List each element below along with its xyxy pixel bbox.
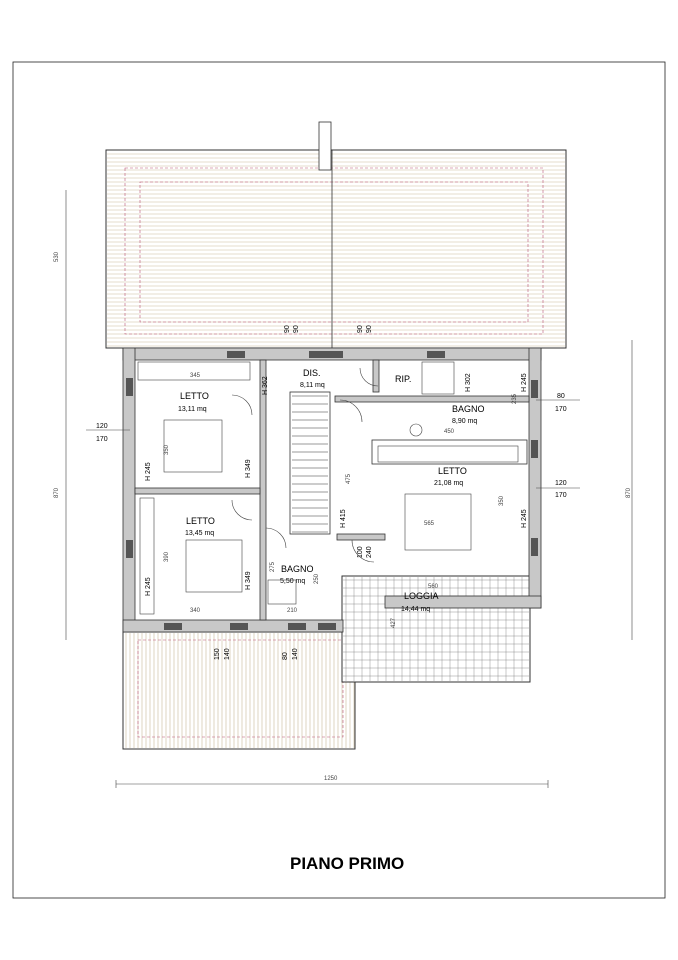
room-letto1-area: 13,11 mq [178, 406, 207, 413]
h245-b: H 245 [145, 462, 152, 481]
win-right1-b: 170 [555, 406, 567, 413]
h415: H 415 [340, 509, 347, 528]
room-bagno2-name: BAGNO [281, 564, 314, 574]
room-letto2-area: 13,45 mq [185, 530, 215, 537]
room-rip-name: RIP. [395, 374, 412, 384]
h245-a: H 245 [521, 373, 528, 392]
d210: 210 [287, 608, 298, 614]
d235: 235 [512, 393, 518, 404]
door-dim-a: 100 [357, 546, 364, 558]
bed-2 [186, 540, 242, 592]
win-right2-a: 120 [555, 480, 567, 487]
d565: 565 [424, 521, 435, 527]
roof-area [106, 122, 566, 348]
terrace-area [123, 632, 355, 749]
room-letto3-area: 21,08 mq [434, 480, 464, 487]
win-bottom2-a: 80 [282, 652, 289, 660]
win-left-b: 170 [96, 436, 108, 443]
bed-3 [405, 494, 471, 550]
d345: 345 [190, 373, 201, 379]
toilet [410, 424, 422, 436]
dim-right-main: 870 [626, 487, 632, 498]
bed-1 [164, 420, 222, 472]
win-90c: 90 [357, 325, 364, 333]
room-letto2-name: LETTO [186, 516, 215, 526]
d475: 475 [346, 473, 352, 484]
d340: 340 [190, 608, 201, 614]
d390: 390 [164, 551, 170, 562]
win-90d: 90 [366, 325, 373, 333]
drawing-title: PIANO PRIMO [290, 854, 405, 873]
win-right1-a: 80 [557, 393, 565, 400]
room-dis-name: DIS. [303, 368, 321, 378]
d560: 560 [428, 584, 439, 590]
win-left-a: 120 [96, 423, 108, 430]
room-letto3-name: LETTO [438, 466, 467, 476]
d250: 250 [314, 573, 320, 584]
room-bagno1-name: BAGNO [452, 404, 485, 414]
win-bottom1-a: 150 [214, 648, 221, 660]
win-bottom2-b: 140 [292, 648, 299, 660]
room-dis-area: 8,11 mq [300, 382, 325, 389]
dim-left-main: 870 [54, 487, 60, 498]
room-letto1-name: LETTO [180, 391, 209, 401]
win-bottom1-b: 140 [224, 648, 231, 660]
room-loggia-name: LOGGIA [404, 591, 439, 601]
bathtub [422, 362, 454, 394]
dim-left-top: 530 [54, 251, 60, 262]
room-bagno2-area: 5,50 mq [280, 578, 306, 585]
h245-c: H 245 [521, 509, 528, 528]
h349-b: H 349 [245, 571, 252, 590]
d350a: 350 [164, 444, 170, 455]
h245-d: H 245 [145, 577, 152, 596]
h362: H 362 [262, 376, 269, 395]
room-bagno1-area: 8,90 mq [452, 418, 478, 425]
d427: 427 [391, 617, 397, 628]
win-90b: 90 [293, 325, 300, 333]
door-dim-b: 240 [366, 546, 373, 558]
d275: 275 [270, 561, 276, 572]
win-90a: 90 [284, 325, 291, 333]
h349-a: H 349 [245, 459, 252, 478]
room-loggia-area: 14,44 mq [401, 606, 431, 613]
d350b: 350 [499, 495, 505, 506]
h302: H 302 [465, 373, 472, 392]
dim-overall-width: 1250 [324, 776, 338, 782]
win-right2-b: 170 [555, 492, 567, 499]
d450: 450 [444, 429, 455, 435]
